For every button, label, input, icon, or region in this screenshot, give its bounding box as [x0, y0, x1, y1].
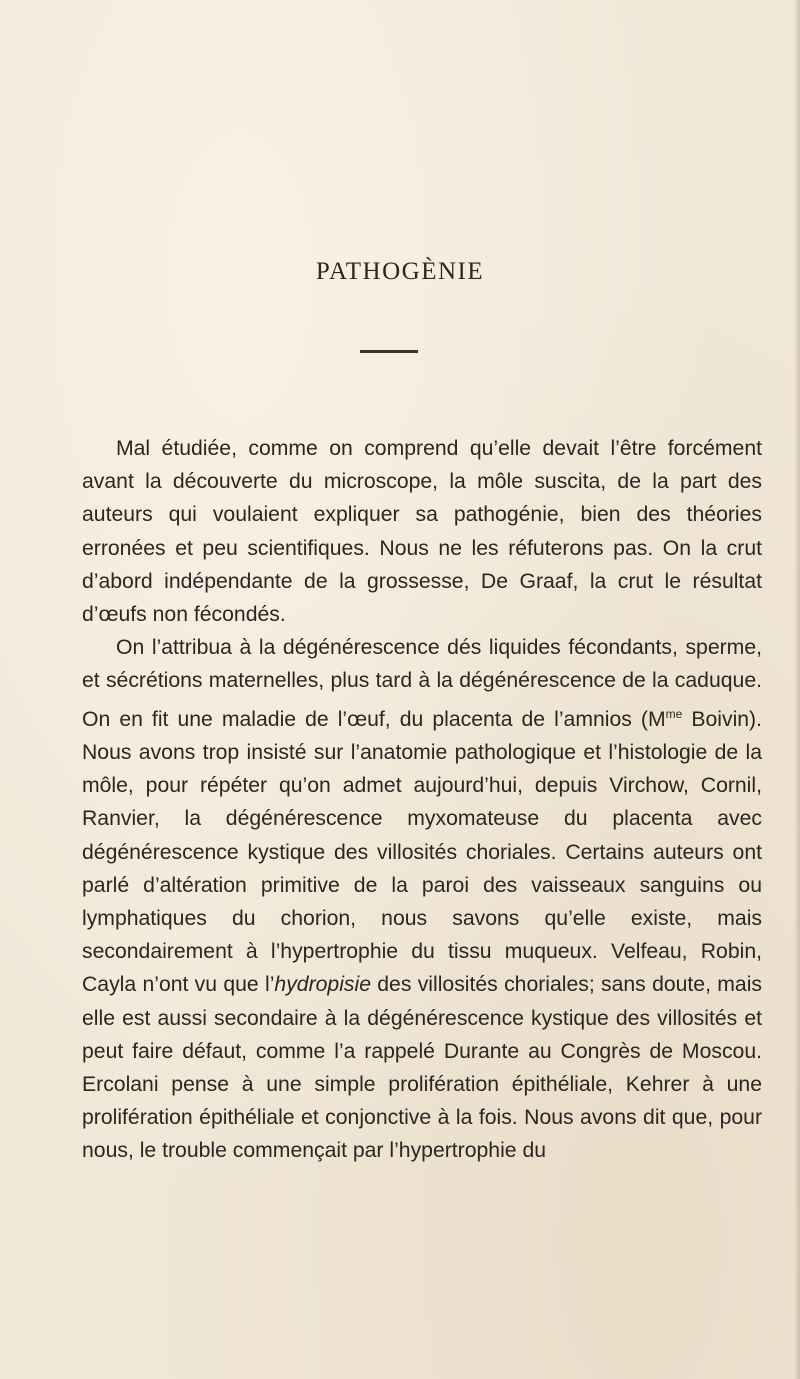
chapter-heading: PATHOGÈNIE [315, 258, 485, 285]
heading-rule [360, 350, 418, 353]
mme-superscript: me [665, 706, 683, 721]
paragraph-1: Mal étudiée, comme on comprend qu’elle devait l’être forcément avant la découverte du microscope, la môle suscita, de la part des auteurs qui voulaient expliquer sa pathogénie, bien des théories erronées et peu scientifiques. Nous ne les réfuterons pas. On la crut d’abord indépendante de la grossesse, De Graaf, la crut le résultat d’œufs non fécondés. [82, 437, 762, 627]
paragraph-2 [82, 631, 762, 1167]
paragraph-2-part-3: des villosités choriales; sans doute, mais elle est aussi secondaire à la dégénérescence kystique des villosités et peut faire défaut, comme l’a rappelé Durante au Congrès de Moscou. Ercolani pense à une simple prolifération épithéliale, Kehrer à une prolifération épithéliale et conjonctive à la fois. Nous avons dit que, pour nous, le trouble commençait par l’hypertrophie du [82, 973, 762, 1163]
paragraph-2-part-2: Boivin). Nous avons trop insisté sur l’anatomie pathologique et l’histologie de la môle, pour répéter qu’on admet aujourd’hui, depuis Virchow, Cornil, Ranvier, la dégénérescence myxomateuse du placenta avec dégénérescence kystique des villosités choriales. Certains auteurs ont parlé d’altération primitive de la paroi des vaisseaux sanguins ou lymphatiques du chorion, nous savons qu’elle existe, mais secondairement à l’hypertrophie du tissu muqueux. Velfeau, Robin, Cayla n’ont vu que l’ [82, 707, 762, 997]
paragraph-2-part-1: On l’attribua à la dégénérescence dés liquides fécondants, sperme, et sécrétions maternelles, plus tard à la dégénérescence de la caduque. On en fit une maladie de l’œuf, du placenta de l’amnios (M [82, 636, 762, 731]
body-text [82, 432, 762, 1168]
page-edge-shadow [794, 0, 800, 1379]
italic-term: hydropisie [274, 973, 371, 997]
